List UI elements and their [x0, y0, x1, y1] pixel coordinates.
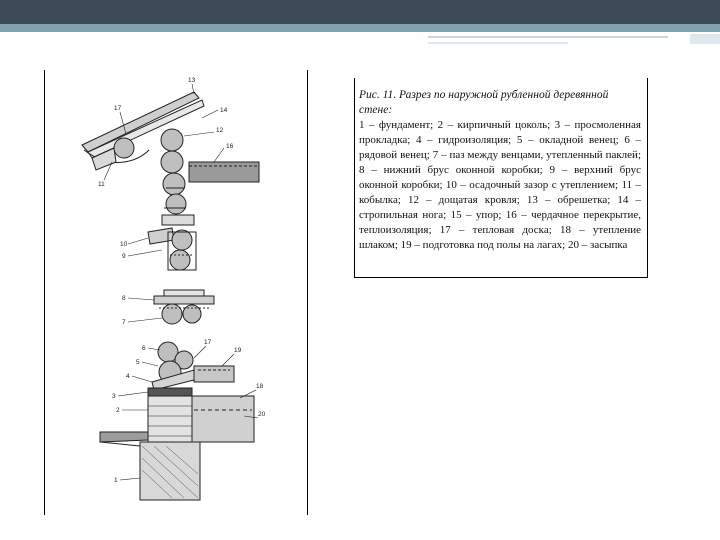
figure-label: 11 [98, 181, 105, 188]
header-accent-block [690, 34, 720, 44]
figure-label: 19 [234, 347, 242, 354]
figure-label: 18 [256, 383, 264, 390]
log-circle [161, 151, 183, 173]
figure-label: 7 [122, 319, 126, 326]
figure-label: 20 [258, 411, 266, 418]
figure-label: 17 [114, 105, 122, 112]
foundation-section [100, 342, 254, 500]
header-band [0, 0, 720, 26]
header-teal-stripe [0, 24, 720, 32]
caption-title: Рис. 11. Разрез по наружной рубленной деревянной стене: [359, 89, 609, 116]
header-accent-line [428, 36, 668, 38]
figure-label: 17 [204, 339, 212, 346]
log-circle [163, 173, 185, 195]
caption-box [354, 78, 648, 278]
figure-label: 9 [122, 253, 126, 260]
figure-label: 4 [126, 373, 130, 380]
figure-label: 8 [122, 295, 126, 302]
wall-section-drawing [44, 70, 306, 515]
log-circle [162, 304, 182, 324]
figure-label: 13 [188, 77, 196, 84]
figure-label: 1 [114, 477, 118, 484]
log-circle [161, 129, 183, 151]
figure-label: 10 [120, 241, 128, 248]
log-circle [114, 138, 134, 158]
log-circle [172, 230, 192, 250]
caption-body: 1 – фундамент; 2 – кирпичный цоколь; 3 – просмоленная прокладка; 4 – гидроизоляция; 5 – окладной венец; 6 – рядовой венец; 7 – паз между венцами, утепленный паклей; 8 – нижний брус оконной коробки; 9 – верхний брус оконной коробки; 10 – осадочный зазор с утеплением; 11 – кобылка; 12 – дощатая кровля; 13 – обрешетка; 14 – стропильная нога; 15 – упор; 16 – чердачное перекрытие, теплоизоляция; 17 – тепловая доска; 18 – утепление шлаком; 19 – подготовка под полы на лагах; 20 – засыпка [359, 119, 641, 251]
figure-label: 5 [136, 359, 140, 366]
roof-section [82, 92, 259, 214]
log-circle [170, 250, 190, 270]
log-circle [166, 194, 186, 214]
sill-section [154, 290, 214, 324]
figure-label: 16 [226, 143, 234, 150]
figure-label: 6 [142, 345, 146, 352]
header-accent-line-short [428, 42, 568, 44]
window-section [148, 215, 196, 270]
figure-label: 2 [116, 407, 120, 414]
figure-label: 12 [216, 127, 224, 134]
figure-label: 3 [112, 393, 116, 400]
figure-label: 14 [220, 107, 228, 114]
